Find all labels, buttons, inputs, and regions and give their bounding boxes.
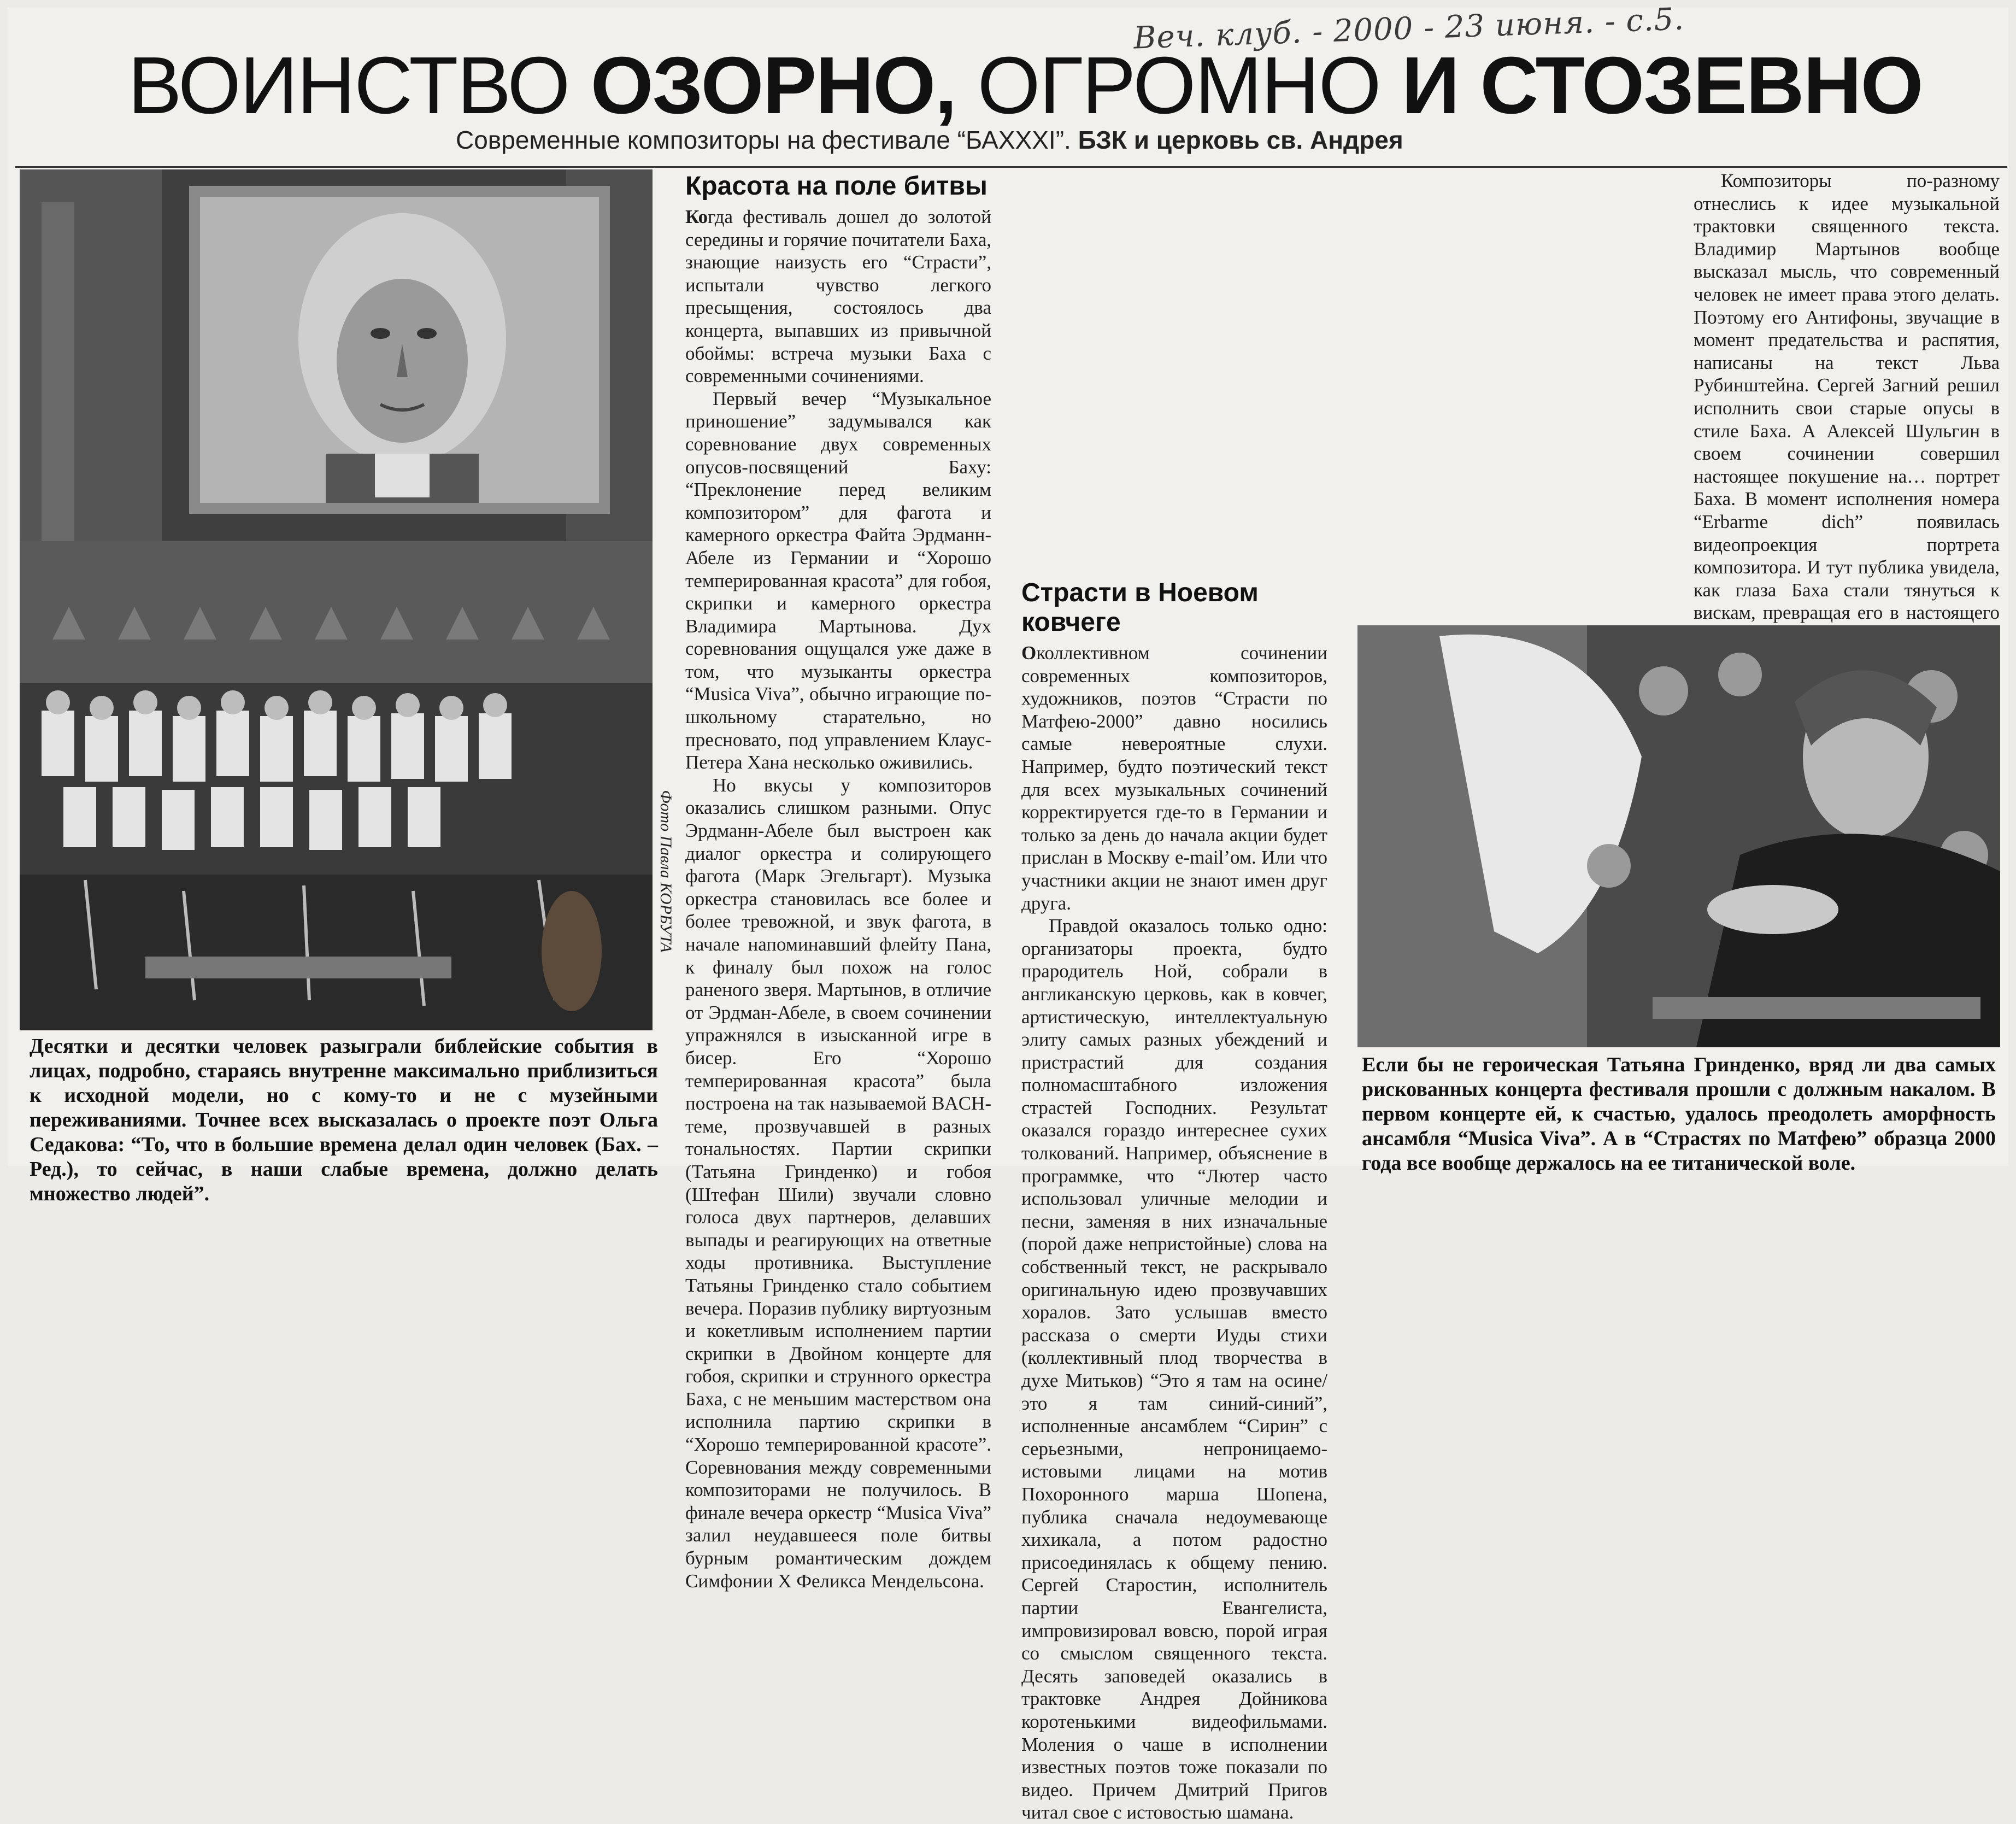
article-column-1 — [685, 169, 991, 1592]
subheadline-lead: Современные композиторы на фестивале “БАХXXI”. — [456, 126, 1071, 154]
header-rule — [15, 166, 2007, 168]
subheadline — [456, 124, 1403, 156]
photo-bach-portrait-choir — [20, 169, 653, 1030]
paragraph: Но вкусы у композиторов оказались слишком разными. Опус Эрдманн-Абеле был выстроен как диалог оркестра и солирующего фагота (Марк Эгельгарт). Музыка оркестра становилась все более и более тревожной, и звук фагота, в начале напоминавший флейту Пана, к финалу был похож на голос раненого зверя. Мартынов, в отличие от Эрдман-Абеле, в своем сочинении упражнялся в изысканной игре в бисер. Его “Хорошо темперированная красота” была построена на так называемой BACH-теме, прозвучавшей в разных тональностях. Партии скрипки (Татьяна Гринденко) и гобоя (Штефан Шили) звучали словно голоса двух партнеров, делавших выпады и реагирующих на ответные ходы противника. Выступление Татьяны Гринденко стало событием вечера. Поразив публику виртуозным и кокетливым исполнением партии скрипки в Двойном концерте для гобоя, скрипки и струнного оркестра Баха, с не меньшим мастерством она исполнила партию скрипки в “Хорошо темперированной красоте”. Соревнования между современными композиторами не получилось. В финале вечера оркестр “Musica Viva” залил неудавшееся поле битвы бурным романтическим дождем Симфонии X Феликса Мендельсона. — [685, 774, 991, 1592]
headline-part-2: ОЗОРНО, — [590, 40, 956, 131]
headline-part-3: ОГРОМНО — [977, 40, 1380, 131]
photo-violinist-graphic — [1357, 625, 2000, 1047]
headline-part-4: И СТОЗЕВНО — [1401, 40, 1923, 131]
section-heading-2: Страсти в Ноевом ковчеге — [1021, 578, 1259, 637]
paragraph-text: коллективном сочинении современных композиторов, художников, поэтов “Страсти по Матфею-2000” давно носились самые невероятные слухи. Например, будто поэтический текст для всех музыкальных сочинений корректируется где-то в Германии и только за день до начала акции будет прислан в Москву e-mail’ом. Или что участники акции не знают имен друг друга. — [1021, 642, 1327, 914]
dropcap: О — [1021, 642, 1037, 664]
photo-caption-1: Десятки и десятки человек разыграли библейские события в лицах, подробно, стараясь внутренне максимально приблизиться к исходной модели, но с кому-то и не с музейными переживаниями. Точнее всех высказалась о проекте поэт Ольга Седакова: “То, что в большие времена делал один человек (Бах. – Ред.), то сейчас, в наши слабые времена, должно делать множество людей”. — [30, 1035, 658, 1205]
subheadline-venue: БЗК и церковь св. Андрея — [1078, 126, 1403, 154]
dropcap: Ко — [685, 206, 708, 227]
headline-part-1: ВОИНСТВО — [128, 40, 569, 131]
photo-caption-2: Если бы не героическая Татьяна Гринденко, вряд ли два самых рискованных концерта фестиваля прошли с должным накалом. В первом концерте ей, к счастью, удалось преодолеть аморфность ансамбля “Musica Viva”. А в “Страстях по Матфею” образца 2000 года все вообще держалось на ее титанической воле. — [1362, 1053, 1996, 1175]
paragraph: Правдой оказалось только одно: организаторы проекта, будто прародитель Ной, собрали в англиканскую церковь, как в ковчег, артистическую, интеллектуальную элиту самых разных убеждений и пристрастий для создания полномасштабного изложения страстей Господних. Результат оказался гораздо интереснее сухих толкований. Например, объяснение в программке, что “Лютер часто использовал уличные мелодии и песни, заменяя в них изначальные (порой даже непристойные) слова на собственный текст, не раскрывало оригинальную идею прозвучавших хоралов. Зато услышав вместо рассказа о смерти Иуды стихи (коллективный плод творчества в духе Митьков) “Это я там на осине/ это я там синий-синий”, исполненные ансамблем “Сирин” с серьезными, непроницаемо-истовыми лицами на мотив Похоронного марша Шопена, публика сначала недоумевающе хихикала, а потом радостно присоединялась к общему пению. Сергей Старостин, исполнитель партии Евангелиста, импровизировал вовсю, порой играя со смыслом священного текста. Десять заповедей оказались в трактовке Андрея Дойникова коротенькими видеофильмами. Моления о чаше в исполнении известных поэтов тоже показали по видео. Причем Дмитрий Пригов читал свое с истовостью шамана. — [1021, 915, 1327, 1823]
paragraph — [1021, 642, 1327, 914]
headline — [128, 39, 1923, 132]
article-column-2 — [1021, 576, 1327, 1824]
section-heading-1: Красота на поле битвы — [685, 172, 988, 201]
newspaper-clipping — [8, 1, 2008, 1823]
paragraph-text: гда фестиваль дошел до золотой середины и горячие почитатели Баха, знающие наизусть его “Страсти”, испытали чувство легкого пресыщения, состоялось два концерта, выпавших из привычной обоймы: встреча музыки Баха с современными сочинениями. — [685, 206, 991, 387]
photo-credit-text: Фото Павла КОРБУТА — [657, 790, 675, 953]
photo-violinist — [1357, 625, 2000, 1047]
paragraph: Первый вечер “Музыкальное приношение” задумывался как соревнование двух современных опусов-посвящений Баху: “Преклонение перед великим композитором” для фагота и камерного оркестра Файта Эрдманн-Абеле из Германии и “Хорошо темперированная красота” для гобоя, скрипки и камерного оркестра Владимира Мартынова. Дух соревнования ощущался уже даже в том, что музыканты оркестра “Musica Viva”, обычно играющие по-школьному старательно, но пресновато, под управлением Клаус-Петера Хана несколько оживились. — [685, 388, 991, 773]
photo-credit — [653, 172, 679, 1024]
handwritten-source-note: Веч. клуб. - 2000 - 23 июня. - с.5. — [1133, 1, 1685, 56]
paragraph: Композиторы по-разному отнеслись к идее музыкальной трактовки священного текста. Владимир Мартынов вообще высказал мысль, что современный человек не имеет права этого делать. Поэтому его Антифоны, звучащие в момент предательства и распятия, написаны на текст Льва Рубинштейна. Сергей Загний решил исполнить свои старые опусы в стиле Баха. А Алексей Шульгин в своем сочинении совершил настоящее покушение на… портрет Баха. В момент исполнения номера “Erbarme dich” появилась видеопроекция портрета композитора. И тут публика увидела, как глаза Баха стали тянуться к вискам, превращая его в настоящего — [1694, 170, 2000, 624]
photo-bach-portrait-choir-graphic — [20, 169, 653, 1030]
paragraph — [685, 206, 991, 388]
